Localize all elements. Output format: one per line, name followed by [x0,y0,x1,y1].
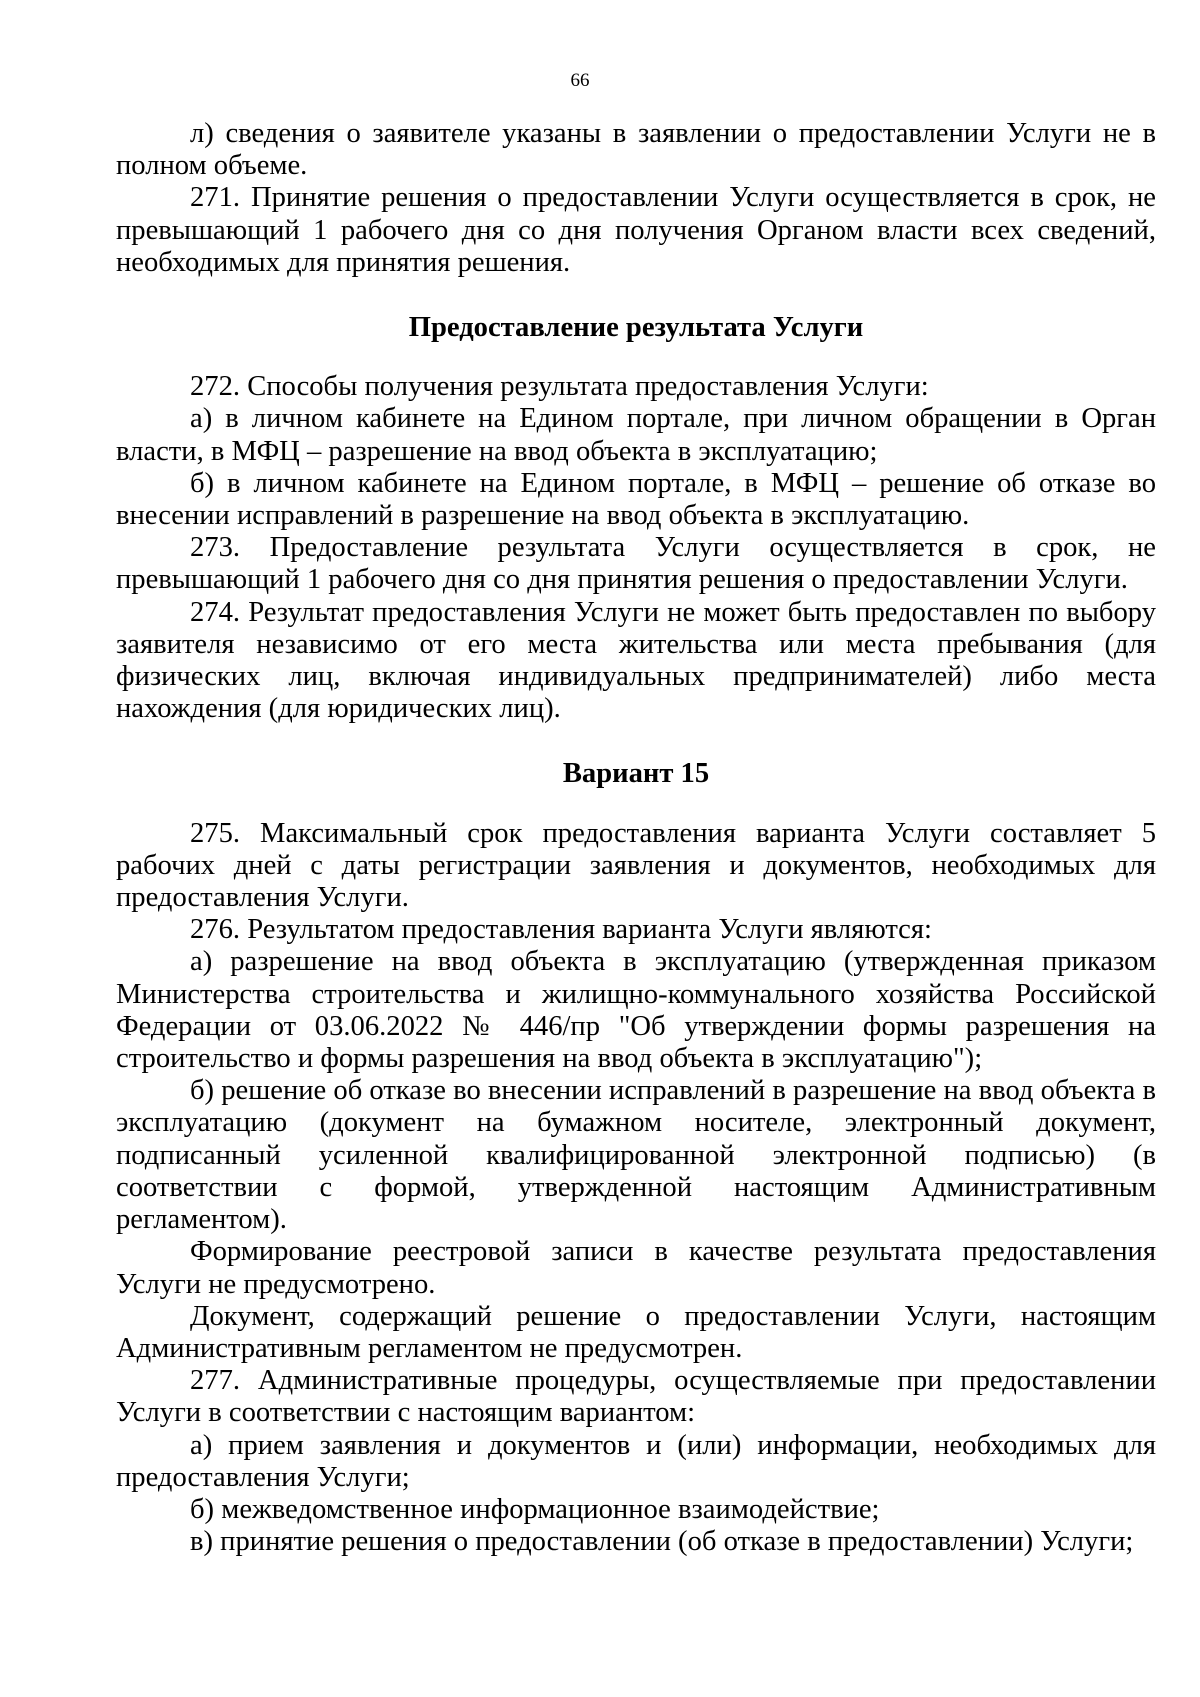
paragraph-277: 277. Административные процедуры, осуществляемые при предоставлении Услуги в соответствии с настоящим вариантом: [116,1365,1156,1429]
paragraph-272-a: а) в личном кабинете на Едином портале, при личном обращении в Орган власти, в МФЦ – разрешение на ввод объекта в эксплуатацию; [116,403,1156,467]
paragraph-271: 271. Принятие решения о предоставлении Услуги осуществляется в срок, не превышающий 1 рабочего дня со дня получения Органом власти всех сведений, необходимых для принятия решения. [116,182,1156,278]
paragraph-273: 273. Предоставление результата Услуги осуществляется в срок, не превышающий 1 рабочего дня со дня принятия решения о предоставлении Услуги. [116,532,1156,596]
paragraph-272-b: б) в личном кабинете на Едином портале, в МФЦ – решение об отказе во внесении исправлений в разрешение на ввод объекта в эксплуатацию. [116,467,1156,532]
page-number: 66 [570,70,590,91]
paragraph-276: 276. Результатом предоставления варианта Услуги являются: [190,914,932,946]
section-heading-variant-15: Вариант 15 [562,758,710,790]
paragraph-275: 275. Максимальный срок предоставления варианта Услуги составляет 5 рабочих дней с даты регистрации заявления и документов, необходимых для предоставления Услуги. [116,817,1156,914]
paragraph-276-b: б) решение об отказе во внесении исправлений в разрешение на ввод объекта в эксплуатацию (документ на бумажном носителе, электронный документ, подписанный усиленной квалифицированной электронной подписью) (в соответствии с формой, утвержденной настоящим Административным регламентом). [116,1075,1156,1236]
paragraph-277-b: б) межведомственное информационное взаимодействие; [190,1493,880,1525]
paragraph-decision-document: Документ, содержащий решение о предоставлении Услуги, настоящим Административным регламентом не предусмотрен. [116,1300,1156,1364]
paragraph-registry-record: Формирование реестровой записи в качестве результата предоставления Услуги не предусмотрено. [116,1236,1156,1300]
paragraph-276-a: а) разрешение на ввод объекта в эксплуатацию (утвержденная приказом Министерства строительства и жилищно-коммунального хозяйства Российской Федерации от 03.06.2022 № 446/пр "Об утверждении формы разрешения на строительство и формы разрешения на ввод объекта в эксплуатацию"); [116,946,1156,1075]
paragraph-l: л) сведения о заявителе указаны в заявлении о предоставлении Услуги не в полном объеме. [116,118,1156,182]
section-heading-result: Предоставление результата Услуги [408,312,864,344]
document-body [116,118,1156,1558]
paragraph-277-v: в) принятие решения о предоставлении (об отказе в предоставлении) Услуги; [190,1526,1134,1558]
paragraph-272: 272. Способы получения результата предоставления Услуги: [190,371,929,403]
paragraph-274: 274. Результат предоставления Услуги не может быть предоставлен по выбору заявителя независимо от его места жительства или места пребывания (для физических лиц, включая индивидуальных предпринимателей) либо места нахождения (для юридических лиц). [116,596,1156,725]
paragraph-277-a: а) прием заявления и документов и (или) информации, необходимых для предоставления Услуги; [116,1429,1156,1493]
